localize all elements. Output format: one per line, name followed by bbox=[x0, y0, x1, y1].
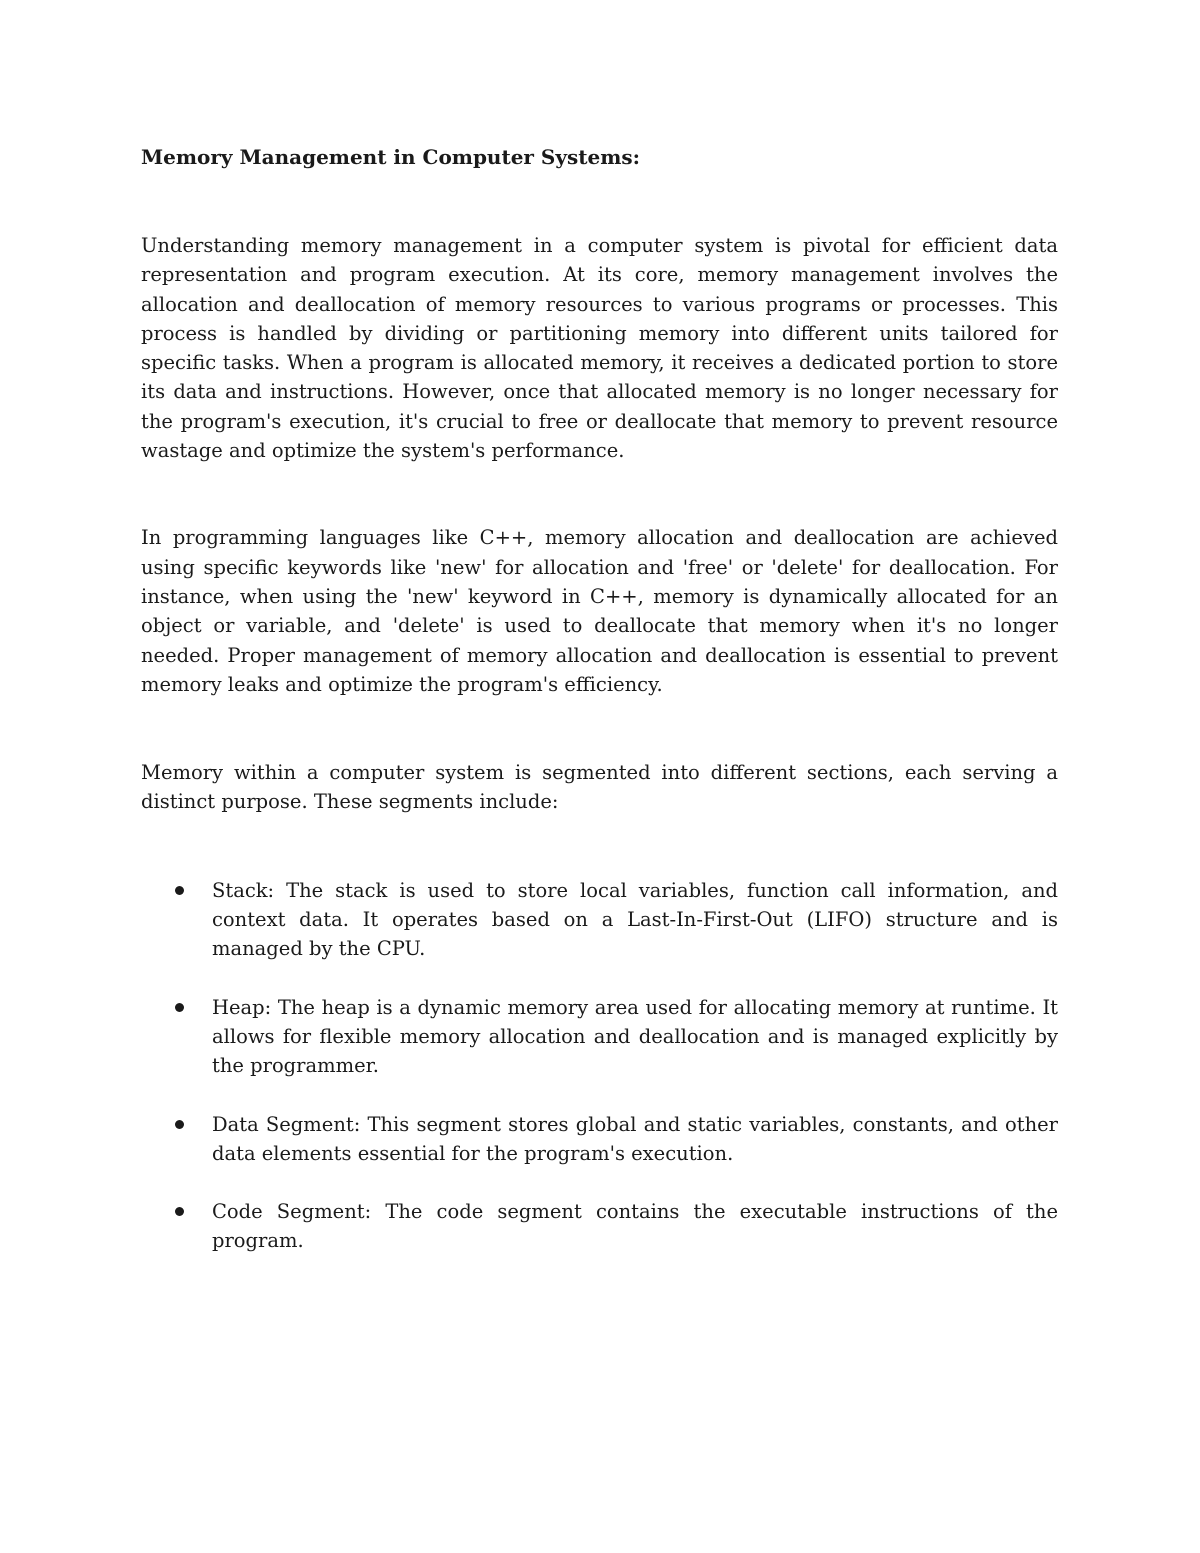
segment-text: Data Segment: This segment stores global and static variables, constants, and other data elements essential for the program's execution. bbox=[212, 1112, 1058, 1165]
paragraph-segments-intro: Memory within a computer system is segmented into different sections, each serving a distinct purpose. These segments include: bbox=[141, 761, 1058, 814]
document-title: Memory Management in Computer Systems: bbox=[141, 145, 641, 169]
list-item-heap bbox=[141, 993, 1058, 1081]
list-item-stack bbox=[141, 876, 1058, 964]
segment-list bbox=[141, 876, 1058, 1256]
segment-text: Heap: The heap is a dynamic memory area used for allocating memory at runtime. It allows for flexible memory allocation and deallocation and is managed explicitly by the programmer. bbox=[212, 995, 1058, 1078]
paragraph-cpp-allocation: In programming languages like C++, memory allocation and deallocation are achieved using specific keywords like 'new' for allocation and 'free' or 'delete' for deallocation. For instance, when using the 'new' keyword in C++, memory is dynamically allocated for an object or variable, and 'delete' is used to deallocate that memory when it's no longer needed. Proper management of memory allocation and deallocation is essential to prevent memory leaks and optimize the program's efficiency. bbox=[141, 526, 1058, 696]
segment-text: Code Segment: The code segment contains the executable instructions of the program. bbox=[212, 1200, 1058, 1253]
bullet-dot-icon bbox=[175, 1207, 184, 1216]
bullet-dot-icon bbox=[175, 886, 184, 895]
list-item-data-segment bbox=[141, 1110, 1058, 1169]
segment-text: Stack: The stack is used to store local variables, function call information, and context data. It operates based on a Last-In-First-Out (LIFO) structure and is managed by the CPU. bbox=[212, 878, 1058, 961]
document-body bbox=[141, 142, 1058, 1285]
list-item-code-segment bbox=[141, 1197, 1058, 1256]
bullet-dot-icon bbox=[175, 1120, 184, 1129]
paragraph-memory-overview: Understanding memory management in a computer system is pivotal for efficient data representation and program execution. At its core, memory management involves the allocation and deallocation of memory resources to various programs or processes. This process is handled by dividing or partitioning memory into different units tailored for specific tasks. When a program is allocated memory, it receives a dedicated portion to store its data and instructions. However, once that allocated memory is no longer necessary for the program's execution, it's crucial to free or deallocate that memory to prevent resource wastage and optimize the system's performance. bbox=[141, 234, 1058, 463]
bullet-dot-icon bbox=[175, 1003, 184, 1012]
